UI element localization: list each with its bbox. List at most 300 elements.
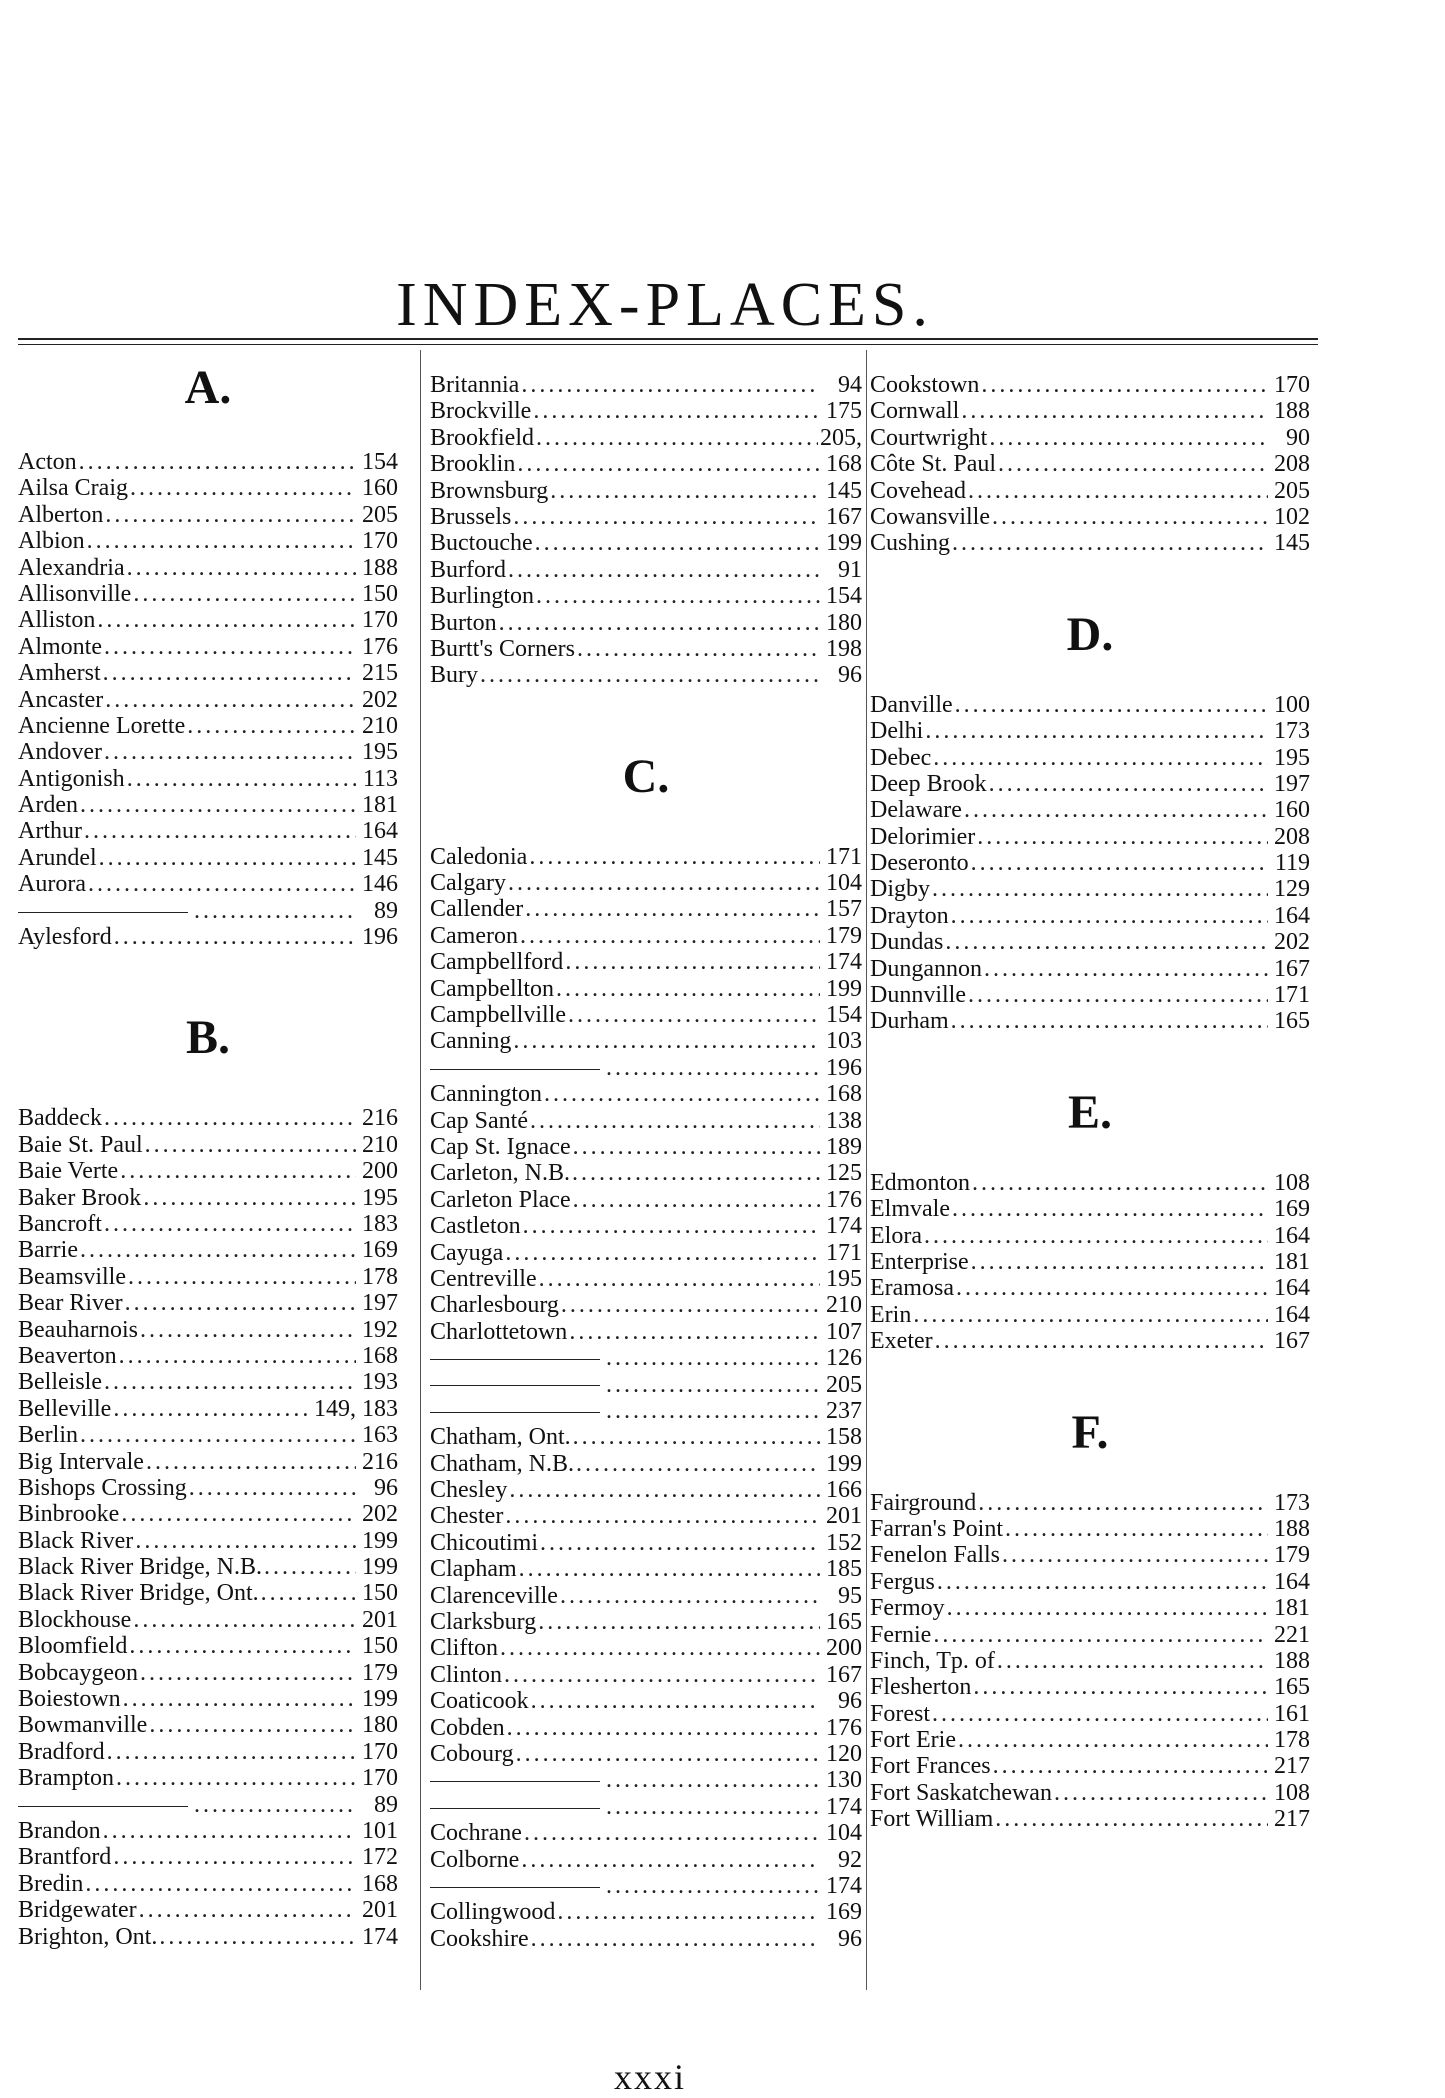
index-entry	[430, 372, 862, 398]
place-name: Almonte	[18, 633, 102, 660]
index-entry	[430, 1556, 862, 1582]
leader-dots	[557, 1899, 820, 1925]
leader-dots	[606, 1794, 820, 1820]
page-ref: 178	[362, 1263, 398, 1290]
place-name: Fenelon Falls	[870, 1542, 1000, 1569]
index-entry	[18, 502, 398, 528]
index-entry	[430, 1715, 862, 1741]
index-entry	[870, 1196, 1310, 1222]
leader-dots	[937, 1569, 1268, 1595]
header-rule	[18, 338, 1318, 340]
place-name: Flesherton	[870, 1674, 972, 1701]
index-entry	[870, 1753, 1310, 1779]
leader-dots	[561, 1292, 820, 1318]
index-entry	[870, 1674, 1310, 1700]
page-ref: 150	[362, 1633, 398, 1660]
page-ref: 174	[826, 1213, 862, 1240]
leader-dots	[505, 1503, 820, 1529]
page-ref: 205	[1274, 477, 1310, 504]
leader-dots	[521, 1847, 820, 1873]
place-name: Burton	[430, 609, 497, 636]
page-ref: 102	[1274, 503, 1310, 530]
place-name: Digby	[870, 876, 930, 903]
leader-dots	[113, 1844, 356, 1870]
leader-dots	[133, 581, 356, 607]
index-entry	[18, 1924, 398, 1950]
ditto-dash	[18, 1806, 188, 1807]
page-ref: 205	[362, 501, 398, 528]
leader-dots	[84, 818, 356, 844]
index-entry	[18, 818, 398, 844]
place-name: Fort Frances	[870, 1753, 991, 1780]
index-entry	[870, 1275, 1310, 1301]
index-entry	[430, 844, 862, 870]
page-ref: 179	[1274, 1542, 1310, 1569]
page-ref: 108	[1274, 1779, 1310, 1806]
page-ref: 181	[1274, 1595, 1310, 1622]
leader-dots	[139, 1897, 356, 1923]
index-entry	[18, 1449, 398, 1475]
index-entry	[18, 1633, 398, 1659]
page-ref: 108	[1274, 1169, 1310, 1196]
leader-dots	[129, 1633, 356, 1659]
leader-dots	[264, 1554, 356, 1580]
page-ref: 180	[826, 609, 862, 636]
place-name: Cayuga	[430, 1239, 504, 1266]
index-entry	[18, 1343, 398, 1369]
leader-dots	[947, 1595, 1268, 1621]
leader-dots	[121, 1501, 356, 1527]
page-ref: 168	[826, 451, 862, 478]
section-letter: E.	[1067, 1085, 1112, 1139]
index-entry	[430, 1240, 862, 1266]
index-entry	[430, 1609, 862, 1635]
section-letter: C.	[622, 749, 670, 803]
index-entry	[870, 956, 1310, 982]
leader-dots	[978, 1490, 1268, 1516]
index-entry	[430, 1794, 862, 1820]
page-ref: 217	[1274, 1806, 1310, 1833]
leader-dots	[145, 1132, 356, 1158]
place-name: Cobden	[430, 1714, 505, 1741]
leader-dots	[984, 956, 1268, 982]
leader-dots	[127, 555, 356, 581]
page-ref: 149, 183	[314, 1395, 398, 1422]
page-ref: 173	[1274, 1489, 1310, 1516]
column-divider	[866, 350, 867, 1990]
index-entry	[430, 557, 862, 583]
page-ref: 120	[826, 1740, 862, 1767]
index-entry	[18, 1105, 398, 1131]
leader-dots	[149, 1712, 356, 1738]
page-ref: 201	[362, 1897, 398, 1924]
page-ref: 152	[826, 1529, 862, 1556]
leader-dots	[573, 1134, 820, 1160]
index-entry	[870, 372, 1310, 398]
index-entry	[430, 1635, 862, 1661]
leader-dots	[261, 1580, 356, 1606]
index-entry	[18, 1185, 398, 1211]
leader-dots	[105, 687, 356, 713]
page-ref: 154	[826, 583, 862, 610]
place-name: Brandon	[18, 1817, 101, 1844]
leader-dots	[513, 504, 820, 530]
index-entry	[18, 1132, 398, 1158]
page-ref: 170	[362, 1738, 398, 1765]
page-ref: 164	[1274, 1568, 1310, 1595]
place-name: Campbellville	[430, 1002, 566, 1029]
place-name: Cushing	[870, 530, 951, 557]
page-number: xxxi	[613, 2057, 686, 2097]
place-name: Courtwright	[870, 424, 988, 451]
index-column-2	[430, 372, 862, 1952]
page-ref: 167	[826, 1661, 862, 1688]
page-ref: 185	[826, 1556, 862, 1583]
page-ref: 196	[826, 1054, 862, 1081]
page-ref: 126	[826, 1345, 862, 1372]
page-ref: 91	[838, 556, 862, 583]
index-entry	[870, 1542, 1310, 1568]
place-name: Belleisle	[18, 1369, 102, 1396]
place-name: Bloomfield	[18, 1633, 128, 1660]
page-ref: 168	[362, 1342, 398, 1369]
place-name: Canning	[430, 1028, 512, 1055]
index-entry	[18, 1897, 398, 1923]
leader-dots	[513, 1028, 820, 1054]
leader-dots	[480, 662, 820, 688]
ditto-dash	[430, 1808, 600, 1809]
index-entry	[18, 1871, 398, 1897]
leader-dots	[517, 451, 820, 477]
place-name: Clifton	[430, 1635, 499, 1662]
leader-dots	[99, 845, 356, 871]
place-name: Clinton	[430, 1661, 503, 1688]
index-entry	[430, 949, 862, 975]
index-entry	[870, 451, 1310, 477]
place-name: Andover	[18, 739, 102, 766]
leader-dots	[576, 1451, 820, 1477]
page-ref: 199	[362, 1554, 398, 1581]
page-ref: 171	[826, 1239, 862, 1266]
index-entry	[870, 876, 1310, 902]
index-entry	[430, 1583, 862, 1609]
index-entry	[430, 1688, 862, 1714]
leader-dots	[146, 1449, 356, 1475]
leader-dots	[135, 1528, 356, 1554]
page-ref: 221	[1274, 1621, 1310, 1648]
section-letter: A.	[184, 361, 232, 414]
page-ref: 188	[1274, 1515, 1310, 1542]
ditto-dash	[430, 1887, 600, 1888]
page-ref: 130	[826, 1767, 862, 1794]
index-entry	[870, 398, 1310, 424]
index-entry	[430, 530, 862, 556]
page-ref: 195	[826, 1265, 862, 1292]
page-ref: 200	[826, 1635, 862, 1662]
index-entry	[870, 1170, 1310, 1196]
leader-dots	[103, 660, 356, 686]
index-entry	[430, 1028, 862, 1054]
leader-dots	[971, 850, 1268, 876]
leader-dots	[104, 739, 356, 765]
index-entry	[430, 478, 862, 504]
index-entry	[18, 1475, 398, 1501]
index-entry	[430, 425, 862, 451]
index-entry	[430, 1266, 862, 1292]
place-name: Fort William	[870, 1806, 994, 1833]
page-ref: 174	[362, 1923, 398, 1950]
page-ref: 101	[362, 1817, 398, 1844]
leader-dots	[992, 504, 1268, 530]
place-name: Brockville	[430, 398, 532, 425]
page-ref: 197	[362, 1290, 398, 1317]
leader-dots	[120, 1158, 356, 1184]
leader-dots	[989, 771, 1268, 797]
leader-dots	[951, 903, 1268, 929]
place-name: Alliston	[18, 607, 96, 634]
place-name: Beamsville	[18, 1263, 126, 1290]
leader-dots	[104, 1105, 356, 1131]
page-ref: 150	[362, 580, 398, 607]
leader-dots	[140, 1660, 356, 1686]
leader-dots	[971, 1249, 1268, 1275]
leader-dots	[107, 1739, 356, 1765]
index-entry	[430, 1055, 862, 1081]
index-entry	[870, 1249, 1310, 1275]
page-ref: 210	[362, 1131, 398, 1158]
leader-dots	[531, 1688, 820, 1714]
index-entry	[430, 1398, 862, 1424]
index-entry	[430, 896, 862, 922]
page-ref: 196	[362, 924, 398, 951]
leader-dots	[568, 1002, 820, 1028]
place-name: Centreville	[430, 1265, 537, 1292]
place-name: Delhi	[870, 718, 924, 745]
place-name	[430, 1794, 604, 1820]
place-name	[18, 898, 192, 924]
index-entry	[430, 1847, 862, 1873]
page-ref: 168	[826, 1081, 862, 1108]
page-ref: 103	[826, 1028, 862, 1055]
leader-dots	[529, 844, 820, 870]
page-ref: 165	[826, 1609, 862, 1636]
place-name: Enterprise	[870, 1248, 969, 1275]
index-entry	[18, 1237, 398, 1263]
leader-dots	[530, 1108, 820, 1134]
place-name: Bradford	[18, 1738, 105, 1765]
place-name: Cannington	[430, 1081, 542, 1108]
index-entry	[18, 1580, 398, 1606]
leader-dots	[544, 1081, 820, 1107]
place-name: Baker Brook	[18, 1184, 142, 1211]
page-ref: 169	[362, 1237, 398, 1264]
index-entry	[18, 1501, 398, 1527]
ditto-dash	[430, 1781, 600, 1782]
index-entry	[870, 1780, 1310, 1806]
place-name: Burlington	[430, 583, 535, 610]
index-entry	[870, 797, 1310, 823]
place-name: Bear River	[18, 1290, 123, 1317]
index-entry	[18, 475, 398, 501]
leader-dots	[951, 1008, 1268, 1034]
place-name: Chicoutimi	[430, 1529, 538, 1556]
leader-dots	[569, 1319, 820, 1345]
index-entry	[18, 607, 398, 633]
page-ref: 216	[362, 1448, 398, 1475]
ditto-dash	[430, 1069, 600, 1070]
page-ref: 195	[362, 1184, 398, 1211]
place-name: Côte St. Paul	[870, 451, 997, 478]
place-name: Cap St. Ignace	[430, 1133, 571, 1160]
page-ref: 199	[362, 1527, 398, 1554]
page-ref: 157	[826, 896, 862, 923]
index-entry	[430, 1503, 862, 1529]
page-ref: 145	[1274, 530, 1310, 557]
page-ref: 188	[362, 554, 398, 581]
place-name: Caledonia	[430, 843, 528, 870]
page-ref: 173	[1274, 718, 1310, 745]
page-ref: 170	[1274, 372, 1310, 398]
page-ref: 199	[826, 530, 862, 557]
leader-dots	[535, 530, 820, 556]
index-entry	[18, 1369, 398, 1395]
page-ref: 89	[374, 1791, 398, 1818]
place-name: Elmvale	[870, 1196, 950, 1223]
place-name: Brussels	[430, 503, 512, 530]
place-name: Debec	[870, 744, 932, 771]
leader-dots	[945, 929, 1268, 955]
index-entry	[870, 1328, 1310, 1354]
leader-dots	[125, 1290, 356, 1316]
place-name: Fergus	[870, 1568, 935, 1595]
place-name: Fermoy	[870, 1595, 945, 1622]
place-name: Clapham	[430, 1556, 517, 1583]
leader-dots	[538, 1609, 820, 1635]
index-entry	[870, 1727, 1310, 1753]
leader-dots	[520, 923, 820, 949]
index-entry	[18, 1712, 398, 1738]
page-ref: 154	[826, 1002, 862, 1029]
leader-dots	[80, 792, 356, 818]
leader-dots	[104, 634, 356, 660]
place-name: Cobourg	[430, 1740, 514, 1767]
place-name: Chesley	[430, 1477, 508, 1504]
ditto-dash	[430, 1385, 600, 1386]
page-ref: 167	[1274, 1328, 1310, 1355]
index-entry	[430, 504, 862, 530]
ditto-dash	[18, 912, 188, 913]
page-ref: 195	[1274, 744, 1310, 771]
page-ref: 96	[838, 662, 862, 689]
page-ref: 164	[1274, 902, 1310, 929]
index-entry	[430, 1926, 862, 1952]
leader-dots	[194, 1792, 356, 1818]
index-entry	[18, 1844, 398, 1870]
place-name	[430, 1767, 604, 1793]
page-ref: 170	[362, 607, 398, 634]
page-ref: 167	[826, 503, 862, 530]
index-entry	[870, 1516, 1310, 1542]
leader-dots	[606, 1873, 820, 1899]
place-name: Bobcaygeon	[18, 1659, 138, 1686]
leader-dots	[187, 713, 356, 739]
page-ref: 95	[838, 1582, 862, 1609]
page-ref: 125	[826, 1160, 862, 1187]
page-ref: 94	[838, 372, 862, 398]
index-entry	[430, 1292, 862, 1318]
index-entry	[18, 528, 398, 554]
page-ref: 202	[362, 1501, 398, 1528]
place-name: Chester	[430, 1503, 504, 1530]
page-ref: 104	[826, 1820, 862, 1847]
leader-dots	[116, 1765, 356, 1791]
leader-dots	[606, 1767, 820, 1793]
index-entry	[430, 923, 862, 949]
place-name: Calgary	[430, 870, 506, 897]
index-entry	[870, 425, 1310, 451]
page-ref: 200	[362, 1158, 398, 1185]
page-ref: 168	[362, 1870, 398, 1897]
leader-dots	[573, 1187, 820, 1213]
place-name: Bowmanville	[18, 1712, 148, 1739]
index-entry	[18, 792, 398, 818]
leader-dots	[508, 870, 820, 896]
leader-dots	[981, 372, 1268, 398]
leader-dots	[998, 451, 1268, 477]
page-title: INDEX-PLACES.	[396, 270, 934, 339]
page-ref: 113	[362, 765, 398, 792]
leader-dots	[573, 1424, 820, 1450]
page-ref: 163	[362, 1422, 398, 1449]
page-ref: 164	[1274, 1301, 1310, 1328]
leader-dots	[964, 797, 1268, 823]
place-name	[430, 1345, 604, 1371]
place-name: Brookfield	[430, 424, 534, 451]
page-ref: 215	[362, 660, 398, 687]
place-name: Buctouche	[430, 530, 533, 557]
place-name: Colborne	[430, 1846, 520, 1873]
index-entry	[870, 1569, 1310, 1595]
place-name: Fairground	[870, 1489, 977, 1516]
place-name: Big Intervale	[18, 1448, 144, 1475]
place-name: Aurora	[18, 871, 86, 898]
index-entry	[430, 398, 862, 424]
index-entry	[870, 929, 1310, 955]
leader-dots	[531, 1926, 820, 1952]
leader-dots	[79, 449, 356, 475]
section-letter: D.	[1066, 607, 1114, 661]
page-ref: 96	[374, 1474, 398, 1501]
leader-dots	[189, 1475, 356, 1501]
leader-dots	[104, 1369, 356, 1395]
page-ref: 217	[1274, 1753, 1310, 1780]
page-ref: 176	[362, 633, 398, 660]
place-name: Amherst	[18, 660, 101, 687]
place-name: Edmonton	[870, 1169, 970, 1196]
page-ref: 138	[826, 1107, 862, 1134]
place-name: Clarksburg	[430, 1609, 537, 1636]
index-entry	[430, 1424, 862, 1450]
place-name: Bancroft	[18, 1210, 102, 1237]
page-ref: 146	[362, 871, 398, 898]
page-ref: 193	[362, 1369, 398, 1396]
page-ref: 164	[1274, 1275, 1310, 1302]
place-name: Baddeck	[18, 1105, 102, 1132]
place-name: Brooklin	[430, 451, 516, 478]
place-name: Dunnville	[870, 982, 966, 1009]
ditto-dash	[430, 1359, 600, 1360]
leader-dots	[143, 1185, 356, 1211]
